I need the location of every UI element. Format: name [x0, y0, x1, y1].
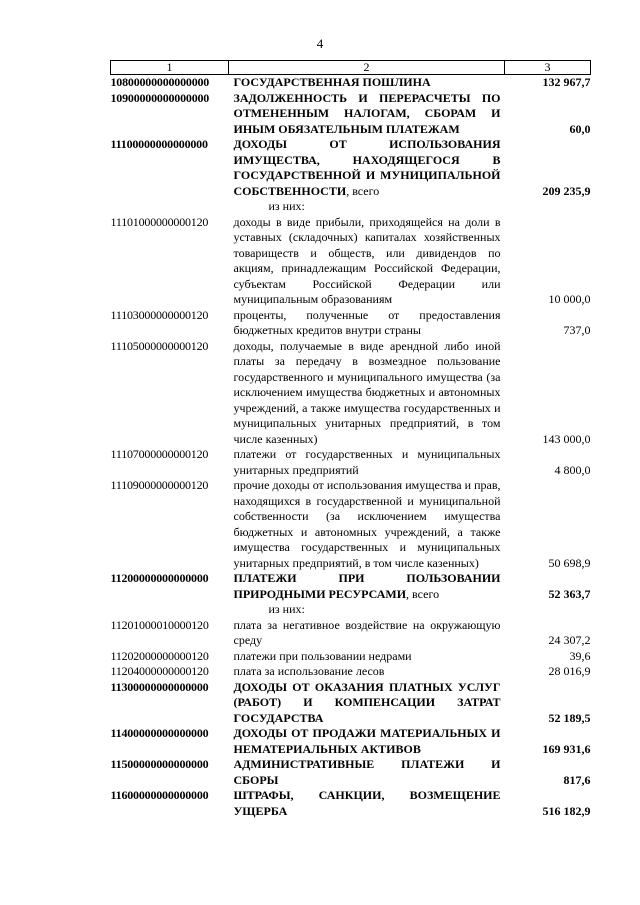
revenue-amount: 169 931,6: [542, 741, 591, 756]
revenue-table: [110, 60, 591, 819]
table-row: [111, 757, 591, 788]
budget-code: 11202000000000120: [110, 648, 209, 663]
revenue-name: [229, 91, 505, 138]
revenue-name-text: АДМИНИСТРАТИВНЫЕ ПЛАТЕЖИ И СБОРЫ: [233, 757, 501, 787]
revenue-name: [229, 199, 505, 215]
table-row: [111, 75, 591, 91]
page-number: 4: [316, 36, 324, 51]
table-row: [111, 571, 591, 602]
table-row: [111, 602, 591, 618]
table-row: [111, 215, 591, 308]
revenue-name-text: проценты, полученные от предоставления бюджетных кредитов внутри страны: [233, 307, 501, 337]
budget-code: 10800000000000000: [110, 75, 210, 89]
revenue-name-text: плата за использование лесов: [233, 664, 385, 678]
budget-code: [111, 199, 229, 215]
revenue-name-text: ШТРАФЫ, САНКЦИИ, ВОЗМЕЩЕНИЕ УЩЕРБА: [233, 788, 501, 818]
column-header-2: 2: [229, 61, 505, 75]
budget-code: 11100000000000000: [110, 137, 208, 151]
table-row: [111, 447, 591, 478]
revenue-name-text: ДОХОДЫ ОТ ОКАЗАНИЯ ПЛАТНЫХ УСЛУГ (РАБОТ) И КОМПЕНСАЦИИ ЗАТРАТ ГОСУДАРСТВА: [233, 679, 501, 725]
table-row: [111, 664, 591, 680]
revenue-amount: 39,6: [569, 648, 591, 663]
revenue-amount: 10 000,0: [548, 292, 591, 306]
column-header-3: 3: [505, 61, 591, 75]
revenue-name-text: платежи при пользовании недрами: [233, 648, 412, 663]
budget-code: [111, 602, 229, 618]
revenue-amount: 817,6: [563, 772, 591, 787]
revenue-amount: 209 235,9: [542, 183, 591, 198]
revenue-amount: [505, 602, 591, 618]
revenue-name: [229, 308, 505, 339]
revenue-amount: 52 363,7: [548, 586, 591, 601]
table-header-row: [111, 61, 591, 75]
budget-code: 11500000000000000: [110, 757, 209, 771]
revenue-name-suffix: , всего: [406, 586, 440, 601]
budget-code: 11103000000000120: [110, 307, 209, 322]
table-row: [111, 618, 591, 649]
table-row: [111, 649, 591, 665]
table-row: [111, 788, 591, 819]
budget-code: 11600000000000000: [110, 788, 209, 802]
revenue-amount: 143 000,0: [542, 431, 591, 446]
table-row: [111, 308, 591, 339]
revenue-amount: 516 182,9: [542, 803, 591, 818]
table-row: [111, 339, 591, 448]
revenue-name-text: плата за негативное воздействие на окружающую среду: [233, 617, 501, 647]
revenue-name-suffix: , всего: [346, 183, 380, 198]
revenue-name-text: платежи от государственных и муниципальных унитарных предприятий: [233, 447, 501, 477]
revenue-amount: 28 016,9: [548, 664, 591, 678]
budget-code: 11201000010000120: [110, 617, 209, 632]
budget-code: 11300000000000000: [110, 679, 209, 694]
revenue-name-text: ДОХОДЫ ОТ ПРОДАЖИ МАТЕРИАЛЬНЫХ И НЕМАТЕРИАЛЬНЫХ АКТИВОВ: [233, 726, 501, 756]
revenue-name-text: ЗАДОЛЖЕННОСТЬ И ПЕРЕРАСЧЕТЫ ПО ОТМЕНЕННЫМ НАЛОГАМ, СБОРАМ И ИНЫМ ОБЯЗАТЕЛЬНЫМ ПЛАТЕЖАМ: [233, 90, 501, 136]
revenue-name: [229, 757, 505, 788]
budget-code: 10900000000000000: [110, 90, 210, 105]
revenue-name: [229, 137, 505, 199]
revenue-name: [229, 649, 505, 665]
revenue-amount: 60,0: [569, 121, 591, 136]
revenue-amount: 50 698,9: [548, 555, 591, 570]
revenue-amount: [505, 199, 591, 215]
budget-code: 11109000000000120: [110, 478, 209, 492]
table-row: [111, 199, 591, 215]
revenue-name-text: доходы в виде прибыли, приходящейся на доли в уставных (складочных) капиталах хозяйственных товариществ и обществ, или дивидендов по акциям, принадлежащим Российской Федерации, субъектам Российской Федерации или муниципальным образованиям: [233, 214, 501, 306]
budget-code: 11105000000000120: [110, 338, 209, 353]
revenue-name: [229, 788, 505, 819]
revenue-name: [229, 571, 505, 602]
table-row: [111, 680, 591, 727]
revenue-name: [229, 602, 505, 618]
table-row: [111, 137, 591, 199]
revenue-name-text: ПЛАТЕЖИ ПРИ ПОЛЬЗОВАНИИ ПРИРОДНЫМИ РЕСУРСАМИ: [233, 571, 501, 601]
revenue-amount: 24 307,2: [548, 633, 591, 647]
table-row: [111, 726, 591, 757]
revenue-name-text: ДОХОДЫ ОТ ИСПОЛЬЗОВАНИЯ ИМУЩЕСТВА, НАХОДЯЩЕГОСЯ В ГОСУДАРСТВЕННОЙ И МУНИЦИПАЛЬНОЙ СОБСТВЕННОСТИ: [233, 137, 501, 198]
table-row: [111, 478, 591, 571]
revenue-amount: 52 189,5: [548, 710, 591, 725]
budget-code: 11200000000000000: [110, 571, 209, 585]
budget-code: 11400000000000000: [110, 726, 209, 740]
revenue-name: [229, 478, 505, 571]
revenue-name: [229, 618, 505, 649]
revenue-name-text: доходы, получаемые в виде арендной либо иной платы за передачу в возмездное пользование государственного и муниципального имущества (за исключением имущества бюджетных и автономных учреждений, а также имущества государственных и муниципальных унитарных предприятий, в том числе казенных): [233, 338, 501, 446]
budget-code: 11107000000000120: [110, 447, 209, 461]
table-row: [111, 91, 591, 138]
revenue-name: [229, 664, 505, 680]
revenue-name-text: из них:: [268, 199, 305, 213]
column-header-1: 1: [111, 61, 229, 75]
budget-code: 11204000000000120: [110, 664, 209, 678]
revenue-name: [229, 75, 505, 91]
revenue-name: [229, 680, 505, 727]
revenue-amount: 4 800,0: [554, 462, 591, 477]
revenue-name-text: из них:: [268, 602, 305, 616]
revenue-name: [229, 447, 505, 478]
revenue-name: [229, 726, 505, 757]
revenue-name-text: прочие доходы от использования имущества и прав, находящихся в государственной и муниципальной собственности (за исключением имущества бюджетных и автономных учреждений, а также имущества государственных и муниципальных унитарных предприятий, в том числе казенных): [233, 478, 501, 570]
revenue-amount: 132 967,7: [542, 75, 591, 89]
revenue-name: [229, 339, 505, 448]
budget-code: 11101000000000120: [110, 214, 209, 229]
revenue-name: [229, 215, 505, 308]
table-body: [111, 75, 591, 820]
revenue-amount: 737,0: [563, 323, 591, 337]
revenue-name-text: ГОСУДАРСТВЕННАЯ ПОШЛИНА: [233, 75, 431, 89]
